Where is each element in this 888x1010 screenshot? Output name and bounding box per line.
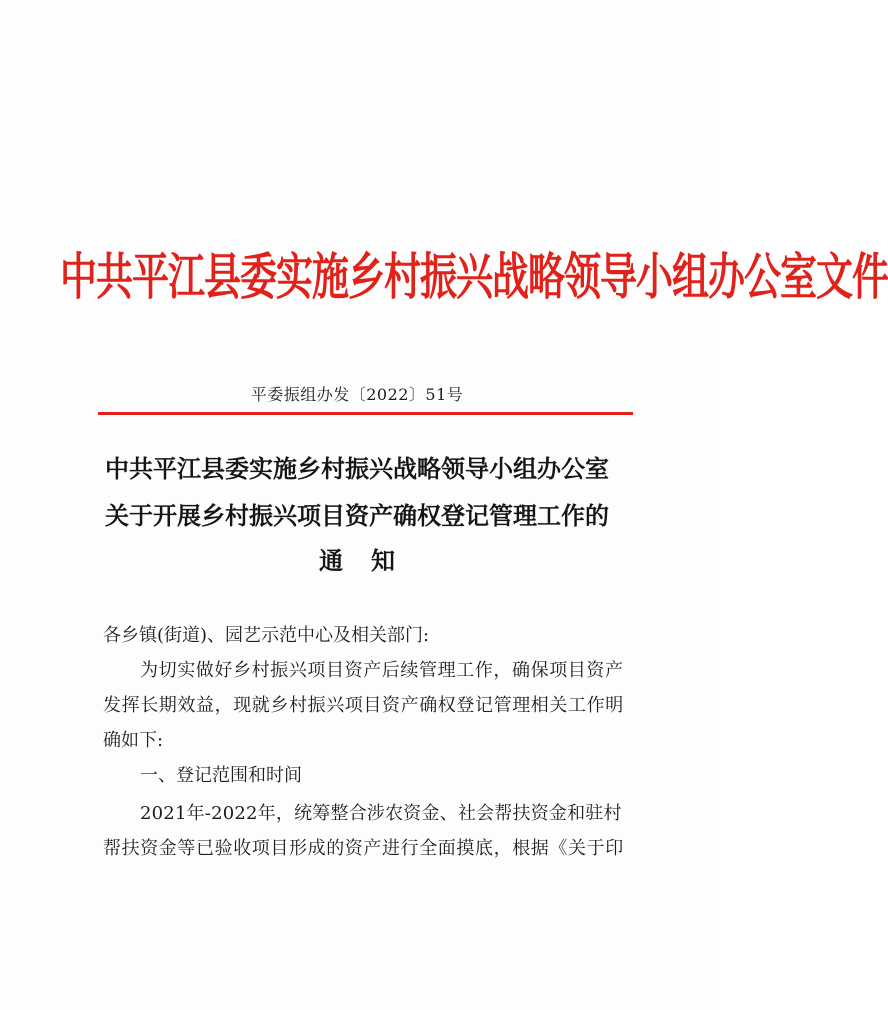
paragraph-1-line-3: 确如下: (103, 730, 164, 751)
section-1-heading: 一、登记范围和时间 (140, 765, 302, 786)
paragraph-2-line-1: 2021年-2022年，统筹整合涉农资金、社会帮扶资金和驻村 (140, 803, 622, 824)
document-title-line-2: 关于开展乡村振兴项目资产确权登记管理工作的 (105, 502, 609, 530)
document-number: 平委振组办发〔2022〕51号 (250, 385, 464, 404)
paragraph-1-line-2: 发挥长期效益，现就乡村振兴项目资产确权登记管理相关工作明 (103, 695, 624, 716)
paragraph-2-line-2: 帮扶资金等已验收项目形成的资产进行全面摸底，根据《关于印 (103, 838, 624, 859)
salutation: 各乡镇(街道)、园艺示范中心及相关部门: (103, 625, 430, 646)
document-title-line-1: 中共平江县委实施乡村振兴战略领导小组办公室 (105, 455, 609, 483)
issuer-header: 中共平江县委实施乡村振兴战略领导小组办公室文件 (60, 246, 888, 307)
paragraph-1-line-1: 为切实做好乡村振兴项目资产后续管理工作，确保项目资产 (140, 660, 624, 681)
document-title-line-3: 通知 (319, 547, 423, 575)
red-divider-line (98, 412, 633, 415)
